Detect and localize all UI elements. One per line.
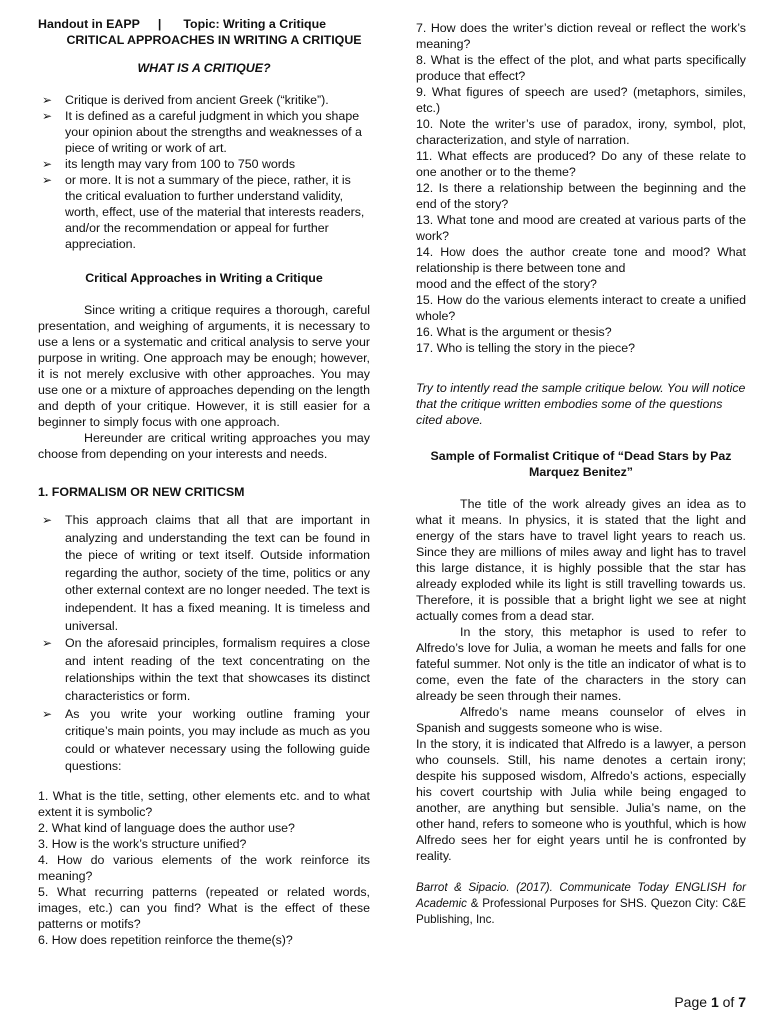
sample-paragraph-2: In the story, this metaphor is used to refer to Alfredo’s love for Julia, a woman he meets and falls for one fateful summer. Not only is the title an indicator of what is to come, even the fate of the characters in the story can already be seen through their names. [416,625,746,703]
guide-question: 1. What is the title, setting, other elements etc. and to what extent it is symbolic? [38,788,370,819]
page-total: 7 [738,994,746,1010]
citation-italic: Barrot & Sipacio. (2017). Communicate Today ENGLISH for Academic [416,881,746,910]
guide-question: 11. What effects are produced? Do any of these relate to one another or to the theme? [416,149,746,179]
arrow-bullet-icon: ➢ [42,173,53,187]
formalism-list [38,512,370,776]
sample-paragraph-3: Alfredo’s name means counselor of elves in Spanish and suggests someone who is wise. [416,705,746,735]
list-item: ➢ On the aforesaid principles, formalism requires a close and intent reading of the text concentrating on the relationships within the text that showcases its distinct characteristics or form. [42,636,370,703]
left-column [38,16,370,948]
critique-definition-list [38,92,370,252]
header-separator: | [157,17,162,31]
handout-label: Handout in EAPP [38,17,140,31]
guide-question: 4. How do various elements of the work reinforce its meaning? [38,852,370,883]
page-current: 1 [710,994,719,1010]
list-item: ➢ or more. It is not a summary of the piece, rather, it is the critical evaluation to further understand validity, worth, effect, use of the material that interests readers, and/or the recommendation or appeal for further appreciation. [42,173,365,251]
arrow-bullet-icon: ➢ [42,636,53,651]
page-number [674,994,746,1010]
guide-question: 16. What is the argument or thesis? [416,325,612,339]
guide-question: 13. What tone and mood are created at various parts of the work? [416,213,746,243]
guide-question: 9. What figures of speech are used? (metaphors, similes, etc.) [416,85,746,115]
document-title: CRITICAL APPROACHES IN WRITING A CRITIQUE [66,33,362,47]
sample-critique-heading: Sample of Formalist Critique of “Dead Stars by Paz Marquez Benitez” [430,449,732,479]
approaches-paragraph-2: Hereunder are critical writing approaches you may choose from depending on your interests and needs. [38,431,370,461]
handout-header [38,16,370,32]
list-item: ➢ It is defined as a careful judgment in which you shape your opinion about the strengths and weaknesses of a piece of writing or work of art. [42,109,362,155]
guide-question: 6. How does repetition reinforce the theme(s)? [38,932,293,947]
arrow-bullet-icon: ➢ [42,157,53,171]
formalism-heading: 1. FORMALISM OR NEW CRITICSM [38,485,245,499]
sample-instruction: Try to intently read the sample critique below. You will notice that the critique written embodies some of the questions cited above. [416,381,746,427]
page-word: Page [674,994,708,1010]
guide-questions-left [38,788,370,948]
guide-question: 5. What recurring patterns (repeated or related words, images, etc.) can you find? What is the effect of these patterns or motifs? [38,884,370,931]
guide-question: 7. How does the writer’s diction reveal or reflect the work’s meaning? [416,21,746,51]
arrow-bullet-icon: ➢ [42,706,53,721]
guide-question: 17. Who is telling the story in the piece? [416,341,636,355]
guide-question: 10. Note the writer’s use of paradox, irony, symbol, plot, characterization, and style of narration. [416,117,746,147]
guide-question: 14. How does the author create tone and mood? What relationship is there between tone and [416,245,746,275]
arrow-bullet-icon: ➢ [42,109,53,123]
guide-question: 12. Is there a relationship between the beginning and the end of the story? [416,181,746,211]
list-item: ➢ Critique is derived from ancient Greek (“kritike”). [42,93,329,107]
what-is-critique-heading: WHAT IS A CRITIQUE? [137,61,271,75]
list-item: ➢ its length may vary from 100 to 750 words [42,157,296,171]
guide-question: mood and the effect of the story? [416,277,597,291]
guide-question: 3. How is the work’s structure unified? [38,836,247,851]
citation [416,880,746,928]
approaches-paragraph-1: Since writing a critique requires a thorough, careful presentation, and weighing of arguments, it is necessary to use a lens or a systematic and critical analysis to serve your purpose in writing. One approach may be enough; however, it is not merely exclusive with other approaches. You may use one or a mixture of approaches depending on the length and depth of your critique. However, it is still easier for a beginner to simply focus with one approach. [38,303,370,429]
arrow-bullet-icon: ➢ [42,513,53,527]
list-item: ➢ This approach claims that all that are important in analyzing and understanding the text can be found in the piece of writing or text itself. Outside information regarding the author, society of the time, politics or any other external context are no longer needed. The text is independent. It has a fixed meaning. It is timeless and universal. [42,513,370,633]
approaches-heading: Critical Approaches in Writing a Critique [85,271,323,285]
citation-rest: & Professional Purposes for SHS. Quezon City: C&E Publishing, Inc. [416,897,746,926]
list-item: ➢ As you write your working outline framing your critique’s main points, you may include as much as you could or whatever necessary using the following guide questions: [42,706,370,774]
guide-questions-right [416,20,746,356]
guide-question: 8. What is the effect of the plot, and what parts specifically produce that effect? [416,53,746,83]
sample-paragraph-4: In the story, it is indicated that Alfredo is a lawyer, a person who counsels. Still, his name denotes a certain irony; despite his supposed wisdom, Alfredo’s actions, especially his covert courtship with Julia while being engaged to another, are anything but sensible. Julia’s name, on the other hand, refers to someone who is youthful, which is how Alfredo sees her for eight years until he is confronted by reality. [416,737,746,863]
topic-label: Topic: Writing a Critique [183,17,327,31]
arrow-bullet-icon: ➢ [42,93,53,107]
guide-question: 2. What kind of language does the author use? [38,820,295,835]
sample-paragraph-1: The title of the work already gives an idea as to what it means. In physics, it is stated that the light and energy of the stars have to travel light years to reach us. Since they are millions of miles away and light has to travel this large distance, it is highly possible that the star has already exploded while its light is still travelling towards us. Therefore, it is possible that a bright light we see at night actually comes from a dead star. [416,497,746,623]
page-of: of [722,994,735,1010]
right-column [416,16,746,928]
guide-question: 15. How do the various elements interact to create a unified whole? [416,293,746,323]
